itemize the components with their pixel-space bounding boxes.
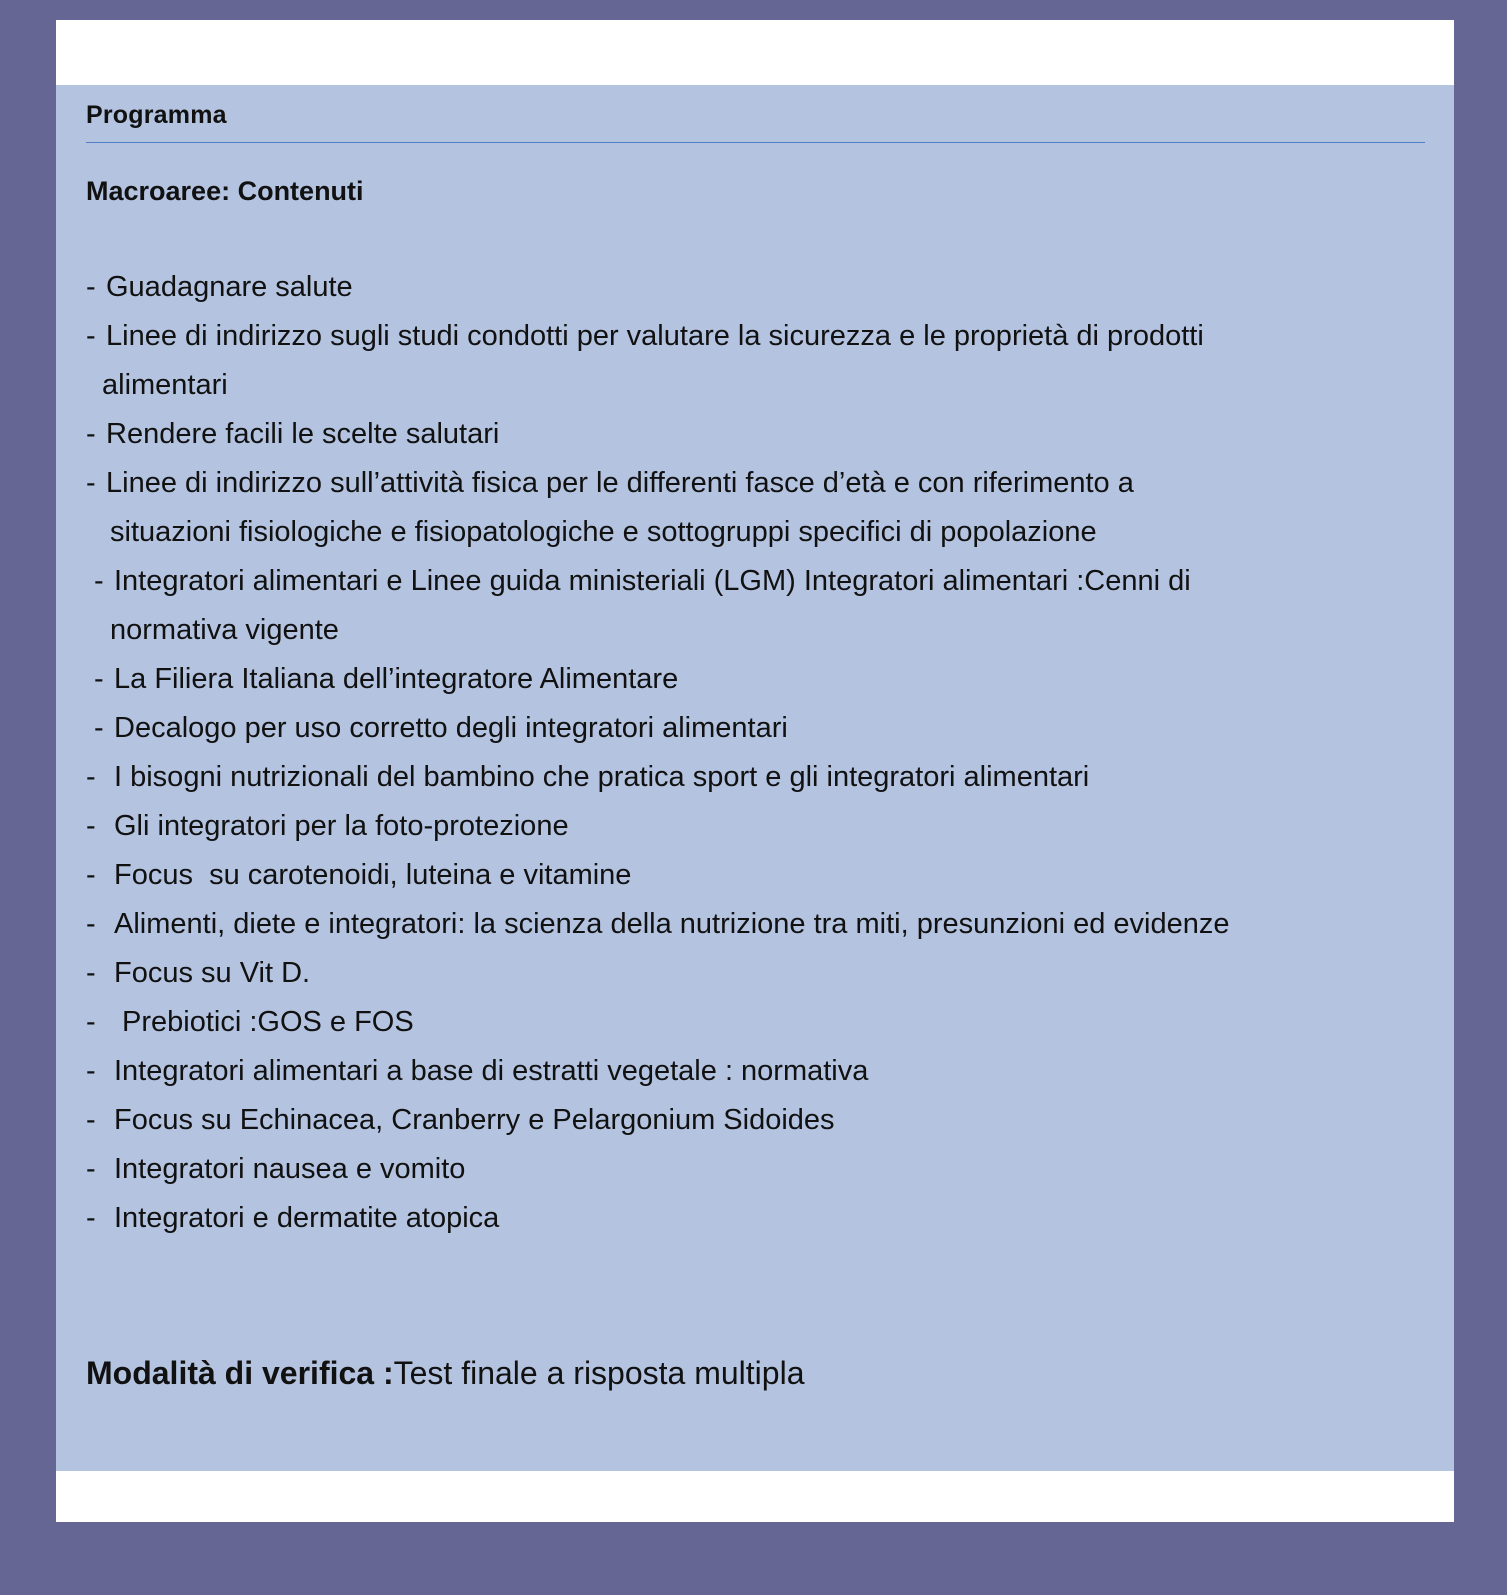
list-item: [86, 802, 1431, 851]
list-item-text: Rendere facili le scelte salutari: [106, 418, 500, 450]
list-item: [86, 851, 1431, 900]
list-item-text: Linee di indirizzo sull’attività fisica per le differenti fasce d’età e con riferimento a: [106, 467, 1134, 499]
list-dash: -: [86, 761, 96, 793]
list-item: [86, 1194, 1431, 1243]
list-item-text: Focus su Vit D.: [114, 957, 311, 989]
list-item: [86, 557, 1431, 655]
list-item: [86, 1145, 1431, 1194]
list-dash: -: [86, 1104, 96, 1136]
list-item-text: Gli integratori per la foto-protezione: [114, 810, 569, 842]
contents-list: [86, 263, 1431, 1243]
list-dash: -: [86, 859, 96, 891]
list-item-text: I bisogni nutrizionali del bambino che pratica sport e gli integratori alimentari: [114, 761, 1090, 793]
list-item: [86, 704, 1431, 753]
list-item: [86, 1096, 1431, 1145]
list-item: [86, 655, 1431, 704]
list-item: [86, 900, 1431, 949]
list-item-text: Decalogo per uso corretto degli integratori alimentari: [114, 712, 788, 744]
list-item: [86, 312, 1431, 410]
list-dash: -: [86, 1006, 96, 1038]
verification-line: [86, 1355, 804, 1392]
list-item-text: Alimenti, diete e integratori: la scienza della nutrizione tra miti, presunzioni ed evidenze: [114, 908, 1230, 940]
list-item: [86, 949, 1431, 998]
list-item-continuation: alimentari: [102, 369, 228, 401]
list-dash: -: [94, 565, 104, 597]
list-dash: -: [86, 418, 96, 450]
list-item-text: Integratori alimentari a base di estratti vegetale : normativa: [114, 1055, 869, 1087]
contents-subheading: Macroaree: Contenuti: [86, 176, 364, 206]
list-item: [86, 263, 1431, 312]
list-item-continuation: normativa vigente: [110, 614, 339, 646]
list-item-text: Integratori alimentari e Linee guida ministeriali (LGM) Integratori alimentari :Cenni di: [114, 565, 1191, 597]
list-item: [86, 998, 1431, 1047]
list-dash: -: [86, 271, 96, 303]
list-item-text: Prebiotici :GOS e FOS: [122, 1006, 414, 1038]
list-item-text: Integratori nausea e vomito: [114, 1153, 466, 1185]
list-item: [86, 753, 1431, 802]
list-item-text: Focus su Echinacea, Cranberry e Pelargonium Sidoides: [114, 1104, 835, 1136]
list-item-text: La Filiera Italiana dell’integratore Alimentare: [114, 663, 679, 695]
list-dash: -: [86, 810, 96, 842]
list-dash: -: [86, 908, 96, 940]
verification-label: Modalità di verifica :: [86, 1355, 394, 1391]
document-page: [56, 20, 1454, 1522]
list-dash: -: [86, 1153, 96, 1185]
list-item-text: Focus su carotenoidi, luteina e vitamine: [114, 859, 632, 891]
list-dash: -: [86, 320, 96, 352]
list-item-text: Guadagnare salute: [106, 271, 353, 303]
list-item-continuation: situazioni fisiologiche e fisiopatologiche e sottogruppi specifici di popolazione: [110, 516, 1097, 548]
list-dash: -: [94, 663, 104, 695]
list-item: [86, 410, 1431, 459]
section-heading: Programma: [86, 101, 227, 129]
list-item: [86, 1047, 1431, 1096]
heading-divider: [86, 142, 1425, 143]
list-dash: -: [94, 712, 104, 744]
list-dash: -: [86, 1202, 96, 1234]
verification-value: Test finale a risposta multipla: [393, 1355, 805, 1391]
list-dash: -: [86, 1055, 96, 1087]
list-item-text: Linee di indirizzo sugli studi condotti per valutare la sicurezza e le proprietà di prodotti: [106, 320, 1204, 352]
list-item: [86, 459, 1431, 557]
program-panel: [56, 85, 1454, 1471]
list-dash: -: [86, 957, 96, 989]
list-dash: -: [86, 467, 96, 499]
list-item-text: Integratori e dermatite atopica: [114, 1202, 500, 1234]
